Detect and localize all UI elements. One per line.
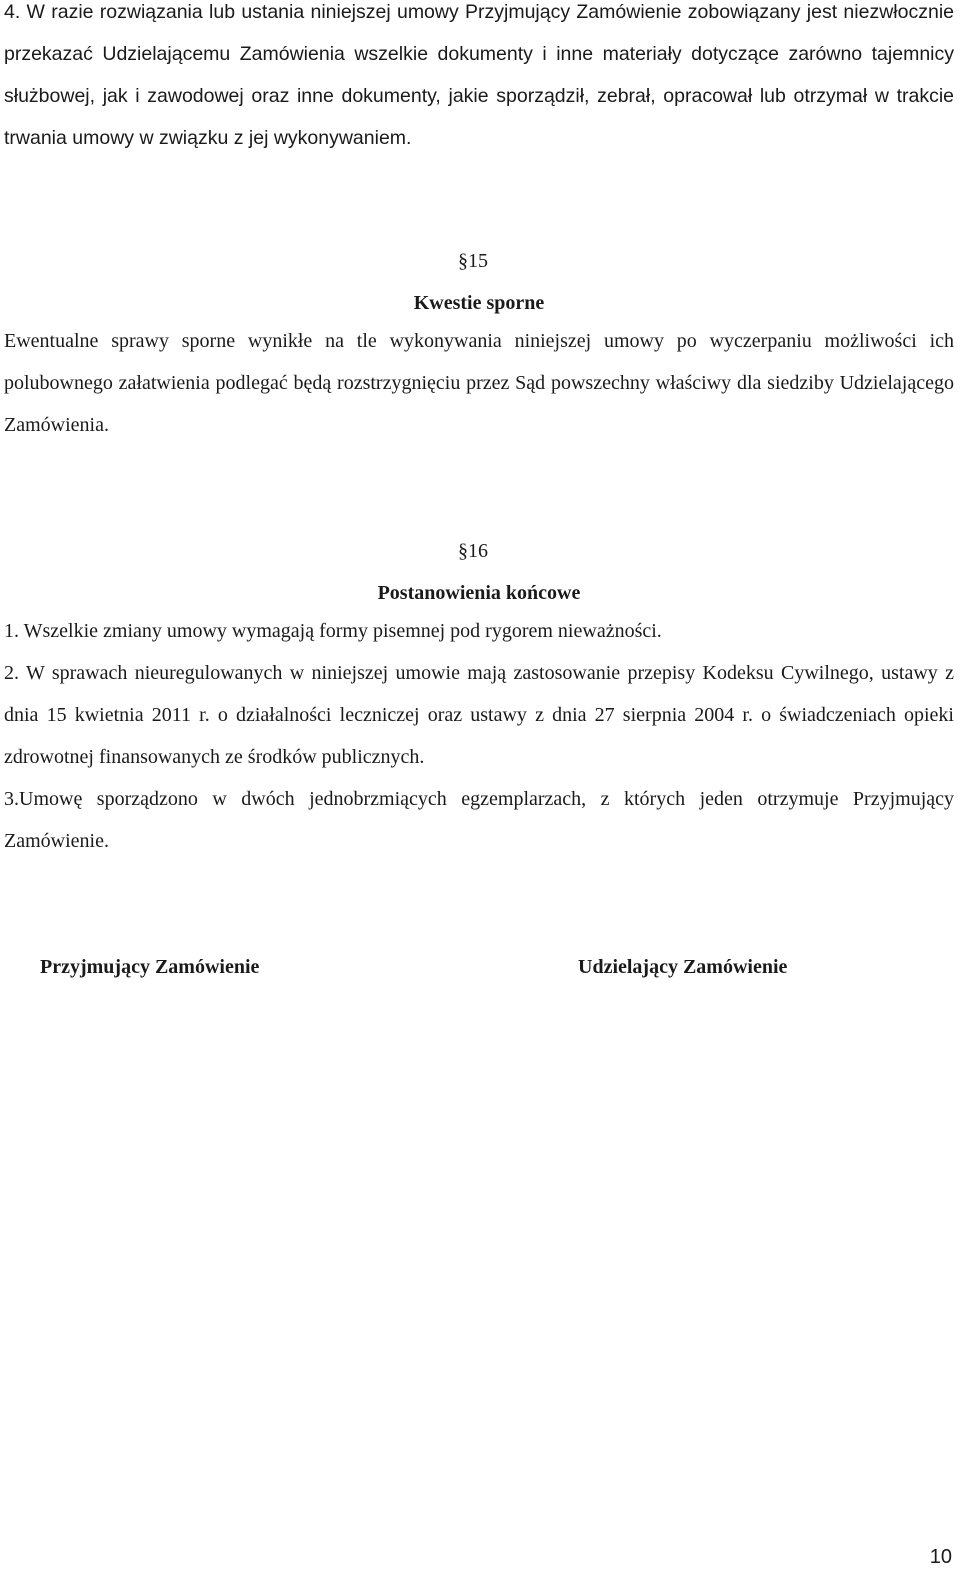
section-16-sign: §16	[458, 540, 488, 562]
section-16-item-1: 1. Wszelkie zmiany umowy wymagają formy pisemnej pod rygorem nieważności.	[4, 620, 662, 642]
paragraph-4-return-documents	[4, 0, 954, 159]
paragraph-4-text: 4. W razie rozwiązania lub ustania niniejszej umowy Przyjmujący Zamówienie zobowiązany jest niezwłocznie przekazać Udzielającemu Zamówienia wszelkie dokumenty i inne materiały dotyczące zarówno tajemnicy służbowej, jak i zawodowej oraz inne dokumenty, jakie sporządził, zebrał, opracował lub otrzymał w trakcie trwania umowy w związku z jej wykonywaniem.	[4, 1, 954, 149]
section-16-items	[4, 610, 954, 862]
signature-right-label: Udzielający Zamówienie	[578, 956, 788, 978]
section-16-item-3: 3.Umowę sporządzono w dwóch jednobrzmiących egzemplarzach, z których jeden otrzymuje Przyjmujący Zamówienie.	[4, 788, 954, 852]
section-16-item-2: 2. W sprawach nieuregulowanych w niniejszej umowie mają zastosowanie przepisy Kodeksu Cywilnego, ustawy z dnia 15 kwietnia 2011 r. o działalności leczniczej oraz ustawy z dnia 27 sierpnia 2004 r. o świadczeniach opieki zdrowotnej finansowanych ze środków publicznych.	[4, 662, 954, 768]
section-15-sign: §15	[458, 250, 488, 272]
section-15-text: Ewentualne sprawy sporne wynikłe na tle wykonywania niniejszej umowy po wyczerpaniu możliwości ich polubownego załatwienia podlegać będą rozstrzygnięciu przez Sąd powszechny właściwy dla siedziby Udzielającego Zamówienia.	[4, 330, 954, 436]
signature-left-label: Przyjmujący Zamówienie	[40, 956, 260, 978]
page-number: 10	[929, 1546, 952, 1568]
section-16-title: Postanowienia końcowe	[377, 582, 581, 604]
section-15-title: Kwestie sporne	[413, 292, 545, 314]
